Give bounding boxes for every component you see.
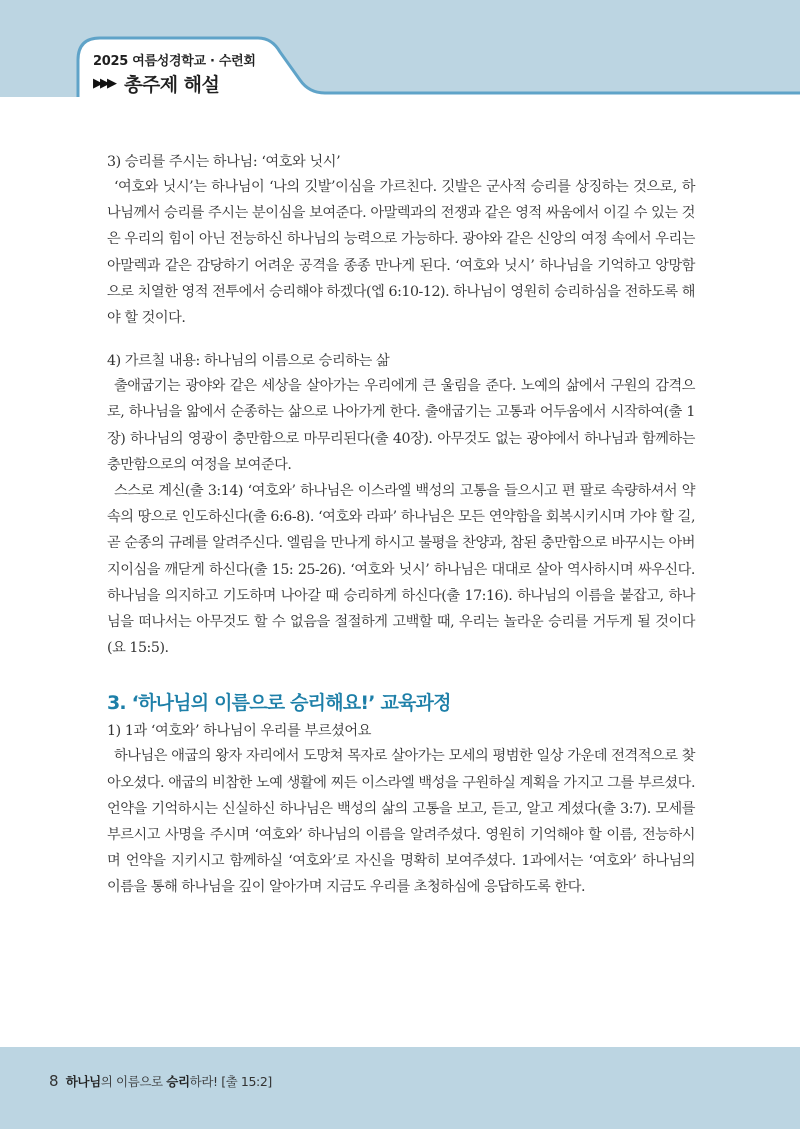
section-heading: 3) 승리를 주시는 하나님: ‘여호와 닛시’: [107, 154, 341, 170]
lesson-heading: 1) 1과 ‘여호와’ 하나님이 우리를 부르셨어요: [107, 723, 372, 740]
section-heading: 4) 가르칠 내용: 하나님의 이름으로 승리하는 삶: [107, 353, 390, 370]
header-title: [93, 70, 219, 97]
paragraph: 하나님은 애굽의 왕자 자리에서 도망쳐 목자로 살아가는 모세의 평범한 일상 가운데 전격적으로 찾아오셨다. 애굽의 비참한 노예 생활에 찌든 이스라엘 백성을 구원하실 계획을 가지고 그를 부르셨다. 언약을 기억하시는 신실하신 하나님은 백성의 삶의 고통을 보고, 듣고, 알고 계셨다(출 3:7). 모세를 부르시고 사명을 주시며 ‘여호와’ 하나님의 이름을 알려주셨다. 영원히 기억해야 할 이름, 전능하시며 언약을 지키시고 함께하실 ‘여호와’로 자신을 명확히 보여주셨다. 1과에서는 ‘여호와’ 하나님의 이름을 통해 하나님을 깊이 알아가며 지금도 우리를 초청하심에 응답하도록 한다.: [107, 748, 695, 896]
paragraph: 출애굽기는 광야와 같은 세상을 살아가는 우리에게 큰 울림을 준다. 노예의 삶에서 구원의 감격으로, 하나님을 앎에서 순종하는 삶으로 나아가게 한다. 출애굽기는 고통과 어두움에서 시작하여(출 1장) 하나님의 영광이 충만함으로 마무리된다(출 40장). 아무것도 없는 광야에서 하나님과 함께하는 충만함으로의 여정을 보여준다.: [107, 378, 695, 473]
footer-title-bold: 하나님: [65, 1074, 101, 1089]
footer-title-text: 의 이름으로: [100, 1074, 167, 1089]
paragraph: ‘여호와 닛시’는 하나님이 ‘나의 깃발’이심을 가르친다. 깃발은 군사적 승리를 상징하는 것으로, 하나님께서 승리를 주시는 분이심을 보여준다. 아말렉과의 전쟁과 같은 영적 싸움에서 이길 수 있는 것은 우리의 힘이 아닌 전능하신 하나님의 능력으로 가능하다. 광야와 같은 신앙의 여정 속에서 우리는 아말렉과 같은 감당하기 어려운 공격을 종종 만나게 된다. ‘여호와 닛시’ 하나님을 기억하고 앙망함으로 치열한 영적 전투에서 승리해야 하겠다(엡 6:10-12). 하나님이 영원히 승리하심을 전하도록 해야 할 것이다.: [107, 179, 695, 327]
main-content: [107, 150, 695, 901]
footer: [49, 1072, 272, 1090]
triple-arrow-icon: ▶▶▶: [93, 76, 114, 91]
course-section-title: 3. ‘하나님의 이름으로 승리해요!’ 교육과정: [107, 692, 451, 715]
footer-title-bold: 승리: [166, 1074, 190, 1089]
paragraph: 스스로 계신(출 3:14) ‘여호와’ 하나님은 이스라엘 백성의 고통을 들으시고 편 팔로 속량하셔서 약속의 땅으로 인도하신다(출 6:6-8). ‘여호와 라파’ 하나님은 모든 연약함을 회복시키시며 가야 할 길, 곧 순종의 규례를 알려주신다. 엘림을 만나게 하시고 불평을 찬양과, 참된 충만함으로 바꾸시는 아버지이심을 깨닫게 하신다(출 15: 25-26). ‘여호와 닛시’ 하나님은 대대로 살아 역사하시며 싸우신다. 하나님을 의지하고 기도하며 나아갈 때 승리하게 하신다(출 17:16). 하나님의 이름을 붙잡고, 하나님을 떠나서는 아무것도 할 수 없음을 절절하게 고백할 때, 우리는 놀라운 승리를 거두게 될 것이다(요 15:5).: [107, 483, 695, 657]
footer-title-text: 하라! [출 15:2]: [189, 1074, 272, 1089]
header-subtitle: 2025 여름성경학교 · 수련회: [93, 54, 256, 69]
header-title-text: 총주제 해설: [124, 74, 220, 96]
page-number: 8: [49, 1072, 59, 1090]
